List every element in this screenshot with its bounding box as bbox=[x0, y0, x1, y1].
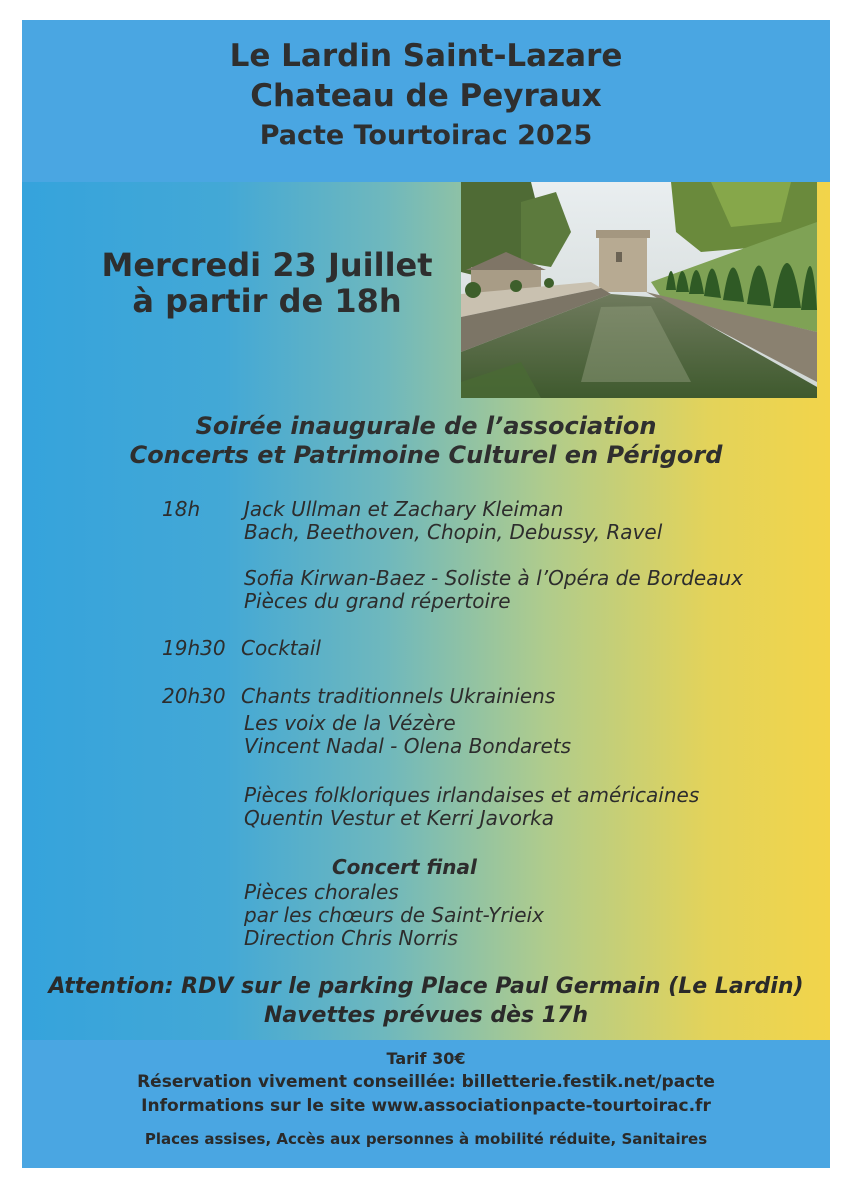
final-concert-title: Concert final bbox=[332, 855, 477, 879]
program-line: par les chœurs de Saint-Yrieix bbox=[244, 903, 544, 927]
program-line: Bach, Beethoven, Chopin, Debussy, Ravel bbox=[244, 520, 663, 544]
attention-notice bbox=[22, 972, 830, 1030]
date-line: Mercredi 23 Juillet bbox=[101, 246, 433, 284]
program-item bbox=[244, 881, 544, 950]
footer-banner bbox=[22, 1040, 830, 1168]
program-line: Les voix de la Vézère bbox=[244, 711, 456, 735]
shuttle-line: Navettes prévues dès 17h bbox=[263, 1003, 589, 1028]
program-time-20h30: 20h30 bbox=[162, 684, 226, 708]
program-line: Pièces chorales bbox=[244, 880, 399, 904]
program-line: Cocktail bbox=[241, 636, 321, 660]
program-item bbox=[244, 498, 662, 544]
program-line: Chants traditionnels Ukrainiens bbox=[241, 684, 556, 708]
program-line: Sofia Kirwan-Baez - Soliste à l’Opéra de Bordeaux bbox=[244, 566, 743, 590]
program-line: Jack Ullman et Zachary Kleiman bbox=[244, 497, 564, 521]
program-item bbox=[244, 712, 571, 758]
event-date bbox=[67, 247, 467, 319]
venue-title: Chateau de Peyraux bbox=[250, 78, 602, 114]
program-item bbox=[244, 567, 743, 613]
program-item bbox=[244, 784, 699, 830]
event-series-title: Pacte Tourtoirac 2025 bbox=[259, 120, 593, 151]
event-subtitle bbox=[22, 412, 830, 470]
program-line: Quentin Vestur et Kerri Javorka bbox=[244, 806, 555, 830]
program-line: Direction Chris Norris bbox=[244, 926, 458, 950]
program-time-19h30: 19h30 bbox=[162, 636, 226, 660]
chateau-photo bbox=[461, 182, 817, 398]
subtitle-line-2: Concerts et Patrimoine Culturel en Périgord bbox=[129, 441, 723, 469]
header-banner bbox=[22, 20, 830, 182]
time-line: à partir de 18h bbox=[132, 282, 402, 320]
program-line: Pièces du grand répertoire bbox=[244, 589, 511, 613]
amenities-info: Places assises, Accès aux personnes à mobilité réduite, Sanitaires bbox=[144, 1130, 708, 1148]
program-line: Vincent Nadal - Olena Bondarets bbox=[244, 734, 572, 758]
price: Tarif 30€ bbox=[386, 1049, 466, 1068]
reservation-info: Réservation vivement conseillée: billetterie.festik.net/pacte bbox=[137, 1072, 715, 1092]
meeting-point-line: Attention: RDV sur le parking Place Paul Germain (Le Lardin) bbox=[48, 974, 804, 999]
website-info: Informations sur le site www.associationpacte-tourtoirac.fr bbox=[141, 1096, 711, 1116]
village-title: Le Lardin Saint-Lazare bbox=[229, 38, 623, 74]
program-time-18h: 18h bbox=[162, 497, 201, 521]
main-panel bbox=[22, 182, 830, 1040]
poster bbox=[22, 20, 830, 1168]
program-line: Pièces folkloriques irlandaises et américaines bbox=[244, 783, 700, 807]
subtitle-line-1: Soirée inaugurale de l’association bbox=[195, 412, 657, 440]
